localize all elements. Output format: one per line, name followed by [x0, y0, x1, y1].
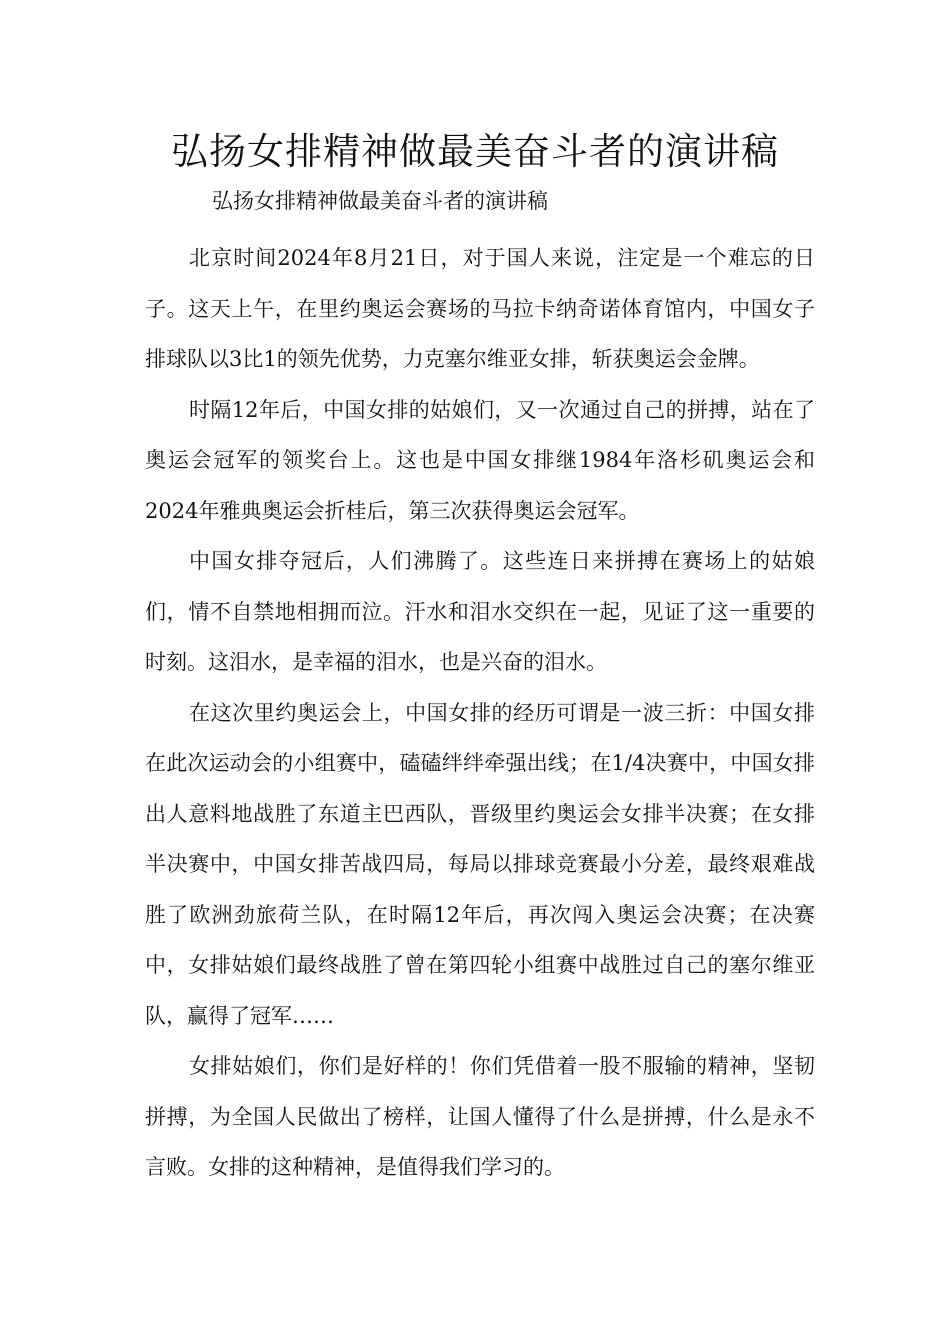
document-subtitle: 弘扬女排精神做最美奋斗者的演讲稿 — [212, 189, 548, 213]
paragraph: 在这次里约奥运会上，中国女排的经历可谓是一波三折：中国女排在此次运动会的小组赛中，磕磕绊绊牵强出线；在1/4决赛中，中国女排出人意料地战胜了东道主巴西队，晋级里约奥运会女排半决赛；在女排半决赛中，中国女排苦战四局，每局以排球竞赛最小分差，最终艰难战胜了欧洲劲旅荷兰队，在时隔12年后，再次闯入奥运会决赛；在决赛中，女排姑娘们最终战胜了曾在第四轮小组赛中战胜过自己的塞尔维亚队，赢得了冠军…… — [145, 700, 815, 1028]
paragraph: 中国女排夺冠后，人们沸腾了。这些连日来拼搏在赛场上的姑娘们，情不自禁地相拥而泣。汗水和泪水交织在一起，见证了这一重要的时刻。这泪水，是幸福的泪水，也是兴奋的泪水。 — [145, 549, 815, 674]
paragraph: 北京时间2024年8月21日，对于国人来说，注定是一个难忘的日子。这天上午，在里约奥运会赛场的马拉卡纳奇诺体育馆内，中国女子排球队以3比1的领先优势，力克塞尔维亚女排，斩获奥运会金牌。 — [145, 246, 815, 371]
document-body — [145, 233, 815, 1193]
paragraph: 时隔12年后，中国女排的姑娘们，又一次通过自己的拼搏，站在了奥运会冠军的领奖台上。这也是中国女排继1984年洛杉矶奥运会和2024年雅典奥运会折桂后，第三次获得奥运会冠军。 — [145, 397, 815, 523]
document-title: 弘扬女排精神做最美奋斗者的演讲稿 — [171, 130, 779, 173]
paragraph: 女排姑娘们，你们是好样的！你们凭借着一股不服输的精神，坚韧拼搏，为全国人民做出了榜样，让国人懂得了什么是拼搏，什么是永不言败。女排的这种精神，是值得我们学习的。 — [145, 1054, 815, 1179]
